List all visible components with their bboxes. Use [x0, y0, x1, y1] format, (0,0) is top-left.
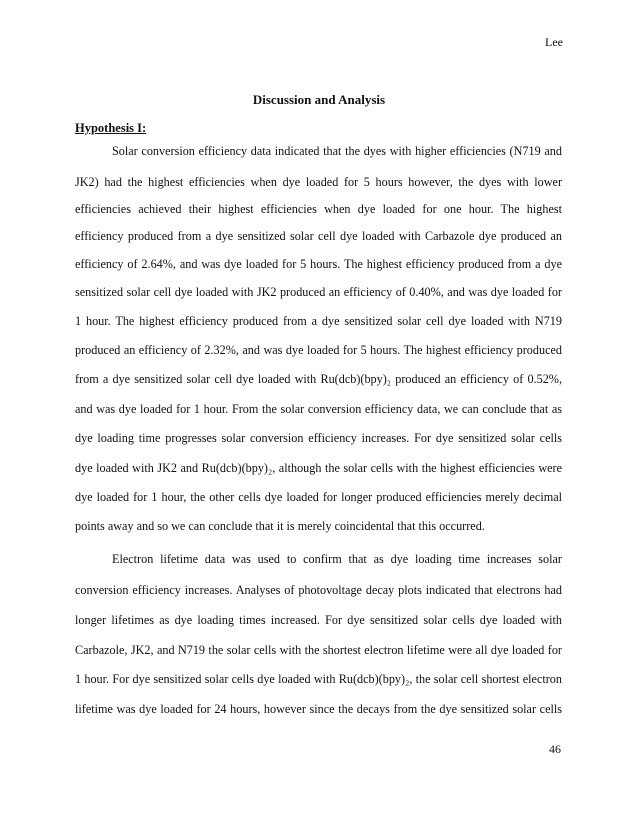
- paragraph-line: from a dye sensitized solar cell dye loaded with Ru(dcb)(bpy)₂ produced an efficiency of 0.52%,: [75, 372, 562, 386]
- paragraph-line: sensitized solar cell dye loaded with JK2 produced an efficiency of 0.40%, and was dye loaded for: [75, 285, 562, 299]
- paragraph-line: Carbazole, JK2, and N719 the solar cells with the shortest electron lifetime were all dye loaded for: [75, 643, 562, 657]
- page-number: 46: [549, 742, 561, 756]
- paragraph-line: and was dye loaded for 1 hour. From the solar conversion efficiency data, we can conclude that as: [75, 402, 562, 416]
- paragraph-line: conversion efficiency increases. Analyses of photovoltage decay plots indicated that electrons had: [75, 583, 562, 597]
- paragraph-line: Solar conversion efficiency data indicated that the dyes with higher efficiencies (N719 and: [112, 144, 562, 158]
- running-head-author: Lee: [545, 35, 563, 49]
- paragraph-line: longer lifetimes as dye loading times increased. For dye sensitized solar cells dye loaded with: [75, 613, 562, 627]
- paragraph-line: dye loaded for 1 hour, the other cells dye loaded for longer produced efficiencies merely decimal: [75, 490, 562, 504]
- paragraph-line: dye loaded with JK2 and Ru(dcb)(bpy)₂, although the solar cells with the highest efficiencies were: [75, 461, 562, 475]
- page-title: Discussion and Analysis: [252, 92, 386, 107]
- paragraph-line: efficiency of 2.64%, and was dye loaded for 5 hours. The highest efficiency produced from a dye: [75, 257, 562, 271]
- paragraph-line: 1 hour. The highest efficiency produced from a dye sensitized solar cell dye loaded with N719: [75, 314, 562, 328]
- paragraph-line: Electron lifetime data was used to confirm that as dye loading time increases solar: [112, 552, 562, 566]
- paragraph-line: produced an efficiency of 2.32%, and was dye loaded for 5 hours. The highest efficiency produced: [75, 343, 562, 357]
- paragraph-line: JK2) had the highest efficiencies when dye loaded for 5 hours however, the dyes with lower: [75, 175, 562, 189]
- paragraph-line: efficiencies achieved their highest efficiencies when dye loaded for one hour. The highest: [75, 202, 562, 216]
- section-heading: Hypothesis I:: [75, 121, 147, 135]
- paragraph-line: efficiency produced from a dye sensitized solar cell dye loaded with Carbazole dye produced an: [75, 229, 562, 243]
- paragraph-line: dye loading time progresses solar conversion efficiency increases. For dye sensitized solar cells: [75, 431, 562, 445]
- paragraph-line: lifetime was dye loaded for 24 hours, however since the decays from the dye sensitized solar cells: [75, 702, 562, 716]
- paragraph-line: points away and so we can conclude that it is merely coincidental that this occurred.: [75, 519, 485, 533]
- paragraph-line: 1 hour. For dye sensitized solar cells dye loaded with Ru(dcb)(bpy)₂, the solar cell shortest electron: [75, 672, 562, 686]
